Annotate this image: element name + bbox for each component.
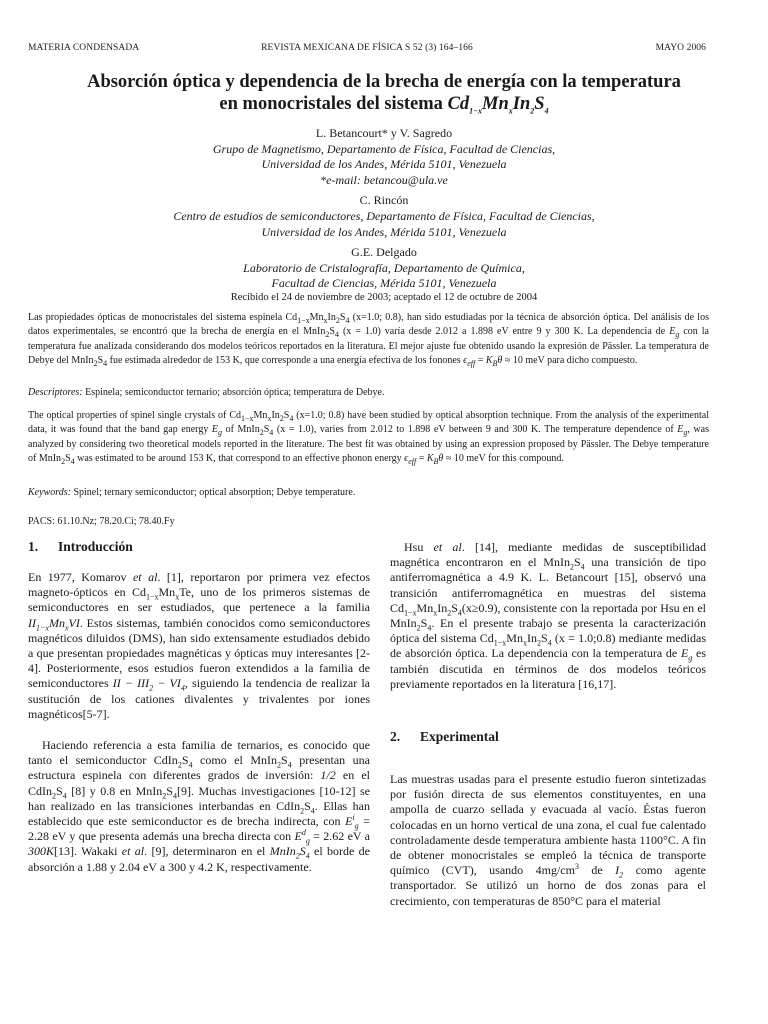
keywords-label: Keywords: [28, 487, 71, 498]
publication-date: MAYO 2006 [655, 43, 706, 53]
title-line-2 [60, 93, 708, 115]
journal-citation: REVISTA MEXICANA DE FÍSICA S 52 (3) 164–166 [261, 43, 473, 53]
paper-title [60, 71, 708, 115]
author-affiliation: Laboratorio de Cristalografía, Departamento de Química, [243, 260, 525, 275]
journal-section: MATERIA CONDENSADA [28, 43, 140, 53]
author-affiliation: Grupo de Magnetismo, Departamento de Física, Facultad de Ciencias, [212, 141, 556, 156]
abstract-english: The optical properties of spinel single crystals of $Cd_{1-x}Mn_xIn_2S_4$ (x=1.0; 0.8) have been studied by optical absorption technique. From the analysis of the experimental data, it was found that the band gap energy $E_g$ of $MnIn_2S_4$ (x = 1.0), varies from 2.012 to 1.898 eV between 9 and 300 K. The temperature dependence of $E_g$, was analyzed by considering two theoretical models reported in the literature. The best fit was obtained by using an expression proposed by Pässler. The Debye temperature of $MnIn_2S_4$ was estimated to be around 153 K, that correspond to an effective phonon energy $\epsilon_{eff} = K_B\theta \approx 10$ meV for this compound. [28, 410, 709, 467]
received-dates: Recibido el 24 de noviembre de 2003; aceptado el 12 de octubre de 2004 [230, 292, 538, 303]
author-email: *e-mail: betancou@ula.ve [320, 172, 448, 187]
author-name: C. Rincón [359, 193, 409, 208]
author-affiliation: Facultad de Ciencias, Mérida 5101, Venezuela [271, 276, 497, 291]
pacs-codes: PACS: 61.10.Nz; 78.20.Ci; 78.40.Fy [28, 516, 175, 527]
title-system-formula: $Cd_{1-x}Mn_xIn_2S_4$ [447, 94, 549, 116]
intro-paragraph-2: Haciendo referencia a esta familia de ternarios, es conocido que tanto el semiconductor $CdIn_2S_4$ como el $MnIn_2S_4$ presentan una estructura espinela con diferentes grados de inversión: 1/2 en el $CdIn_2S_4$ [8] y 0.8 en $MnIn_2S_4[9]$. Muchas investigaciones [10-12] se han realizado en las transiciones interbandas en $CdIn_2S_4$. Ellas han establecido que este semiconductor es de brecha indirecta, con $E^i_g = 2.28$ eV y que presenta además una brecha directa con $E^d_g = 2.62$ eV a 300K[13]. Wakaki et al. [9], determinaron en el $MnIn_2S_4$ el borde de absorción a 1.88 y 2.04 eV a 300 y 4.2 K, respectivamente. [28, 738, 371, 874]
running-head [28, 43, 706, 57]
experimental-paragraph-1: Las muestras usadas para el presente estudio fueron sintetizadas por fusión directa de sus elementos constituyentes, en una ampolla de cuarzo sellada y evacuada al vacío. Éstas fueron colocadas en un horno vertical de una zona, el cual fue calentado controladamente desde temperatura ambiente hasta 1100°C. A fin de obtener monocristales se empleó la técnica de transporte químico (CVT), usando $4mg/cm^3$ de $I_2$ como agente transportador. Se utilizó un horno de dos zonas para el crecimiento, con temperaturas de 850°C para el material [390, 772, 706, 908]
author-name: G.E. Delgado [351, 245, 417, 260]
keywords-text: Spinel; ternary semiconductor; optical absorption; Debye temperature. [70, 487, 356, 498]
title-line-1: Absorción óptica y dependencia de la brecha de energía con la temperatura [87, 72, 681, 92]
intro-paragraph-1: En 1977, Komarov et al. [1], reportaron por primera vez efectos magneto-ópticos en $Cd_{1-x}Mn_xTe$, uno de los primeros sistemas de semiconductores en ser estudiados, que pertenece a la familia $II_{1-x}Mn_xVI$. Estos sistemas, también conocidos como semiconductores magnéticos diluidos (DMS), han sido extensamente estudiados debido a que presentan propiedades magnéticas y ópticas muy interesantes [2-4]. Posteriormente, esos estudios fueron extendidos a la familia de semiconductores II − $III_2 - VI_4$, siguiendo la tendencia de realizar la sustitución de los cationes divalentes y trivalentes por iones magnéticos[5-7]. [28, 570, 371, 721]
author-affiliation: Universidad de los Andes, Mérida 5101, Venezuela [261, 157, 507, 172]
descriptores-text: Espinela; semiconductor ternario; absorción óptica; temperatura de Debye. [82, 387, 385, 398]
intro-paragraph-3: Hsu et al. [14], mediante medidas de susceptibilidad magnética encontraron en el $MnIn_2S_4$ una transición de tipo antiferromagnética a 4.9 K. L. Betancourt [15], observó una transición antiferromagnética en muestras del sistema $Cd_{1-x}Mn_xIn_2S_4(x\ge 0.9)$, consistente con la reportada por Hsu en el $MnIn_2S_4$. En el presente trabajo se presenta la caracterización óptica del sistema $Cd_{1-x}Mn_xIn_2S_4$ (x = 1.0;0.8) mediante medidas de absorción óptica. La dependencia con la temperatura de $E_g$ es también discutida en términos de dos modelos teóricos previamente reportados en la literatura [16,17]. [390, 540, 707, 691]
descriptores [28, 386, 709, 400]
author-block [100, 126, 668, 292]
keywords [28, 486, 709, 500]
author-affiliation: Centro de estudios de semiconductores, Departamento de Física, Facultad de Ciencias, [173, 208, 595, 223]
section-heading-experimental: 2. Experimental [390, 729, 499, 744]
author-affiliation: Universidad de los Andes, Mérida 5101, Venezuela [261, 224, 507, 239]
section-heading-introduccion: 1. Introducción [28, 539, 133, 554]
title-line-2-prefix: en monocristales del sistema [219, 94, 448, 114]
descriptores-label: Descriptores: [28, 387, 83, 398]
abstract-spanish: Las propiedades ópticas de monocristales del sistema espinela $Cd_{1-x}Mn_xIn_2S_4$ (x=1.0; 0.8), han sido estudiadas por la técnica de absorción óptica. Del análisis de los datos experimentales, se encontró que la brecha de energía en el $MnIn_2S_4$ (x = 1.0) varía desde 2.012 a 1.898 eV entre 9 y 300 K. La dependencia de $E_g$ con la temperatura fue analizada considerando dos modelos teóricos reportados en la literatura. El mejor ajuste fue obtenido usando la expresión de Pässler. La temperatura de Debye del $MnIn_2S_4$ fue estimada alrededor de 153 K, que corresponde a una energía efectiva de los fonones $\epsilon_{eff} = K_B\theta \approx 10$ meV para dicho compuesto. [28, 312, 709, 369]
author-name: L. Betancourt* y V. Sagredo [315, 126, 453, 140]
